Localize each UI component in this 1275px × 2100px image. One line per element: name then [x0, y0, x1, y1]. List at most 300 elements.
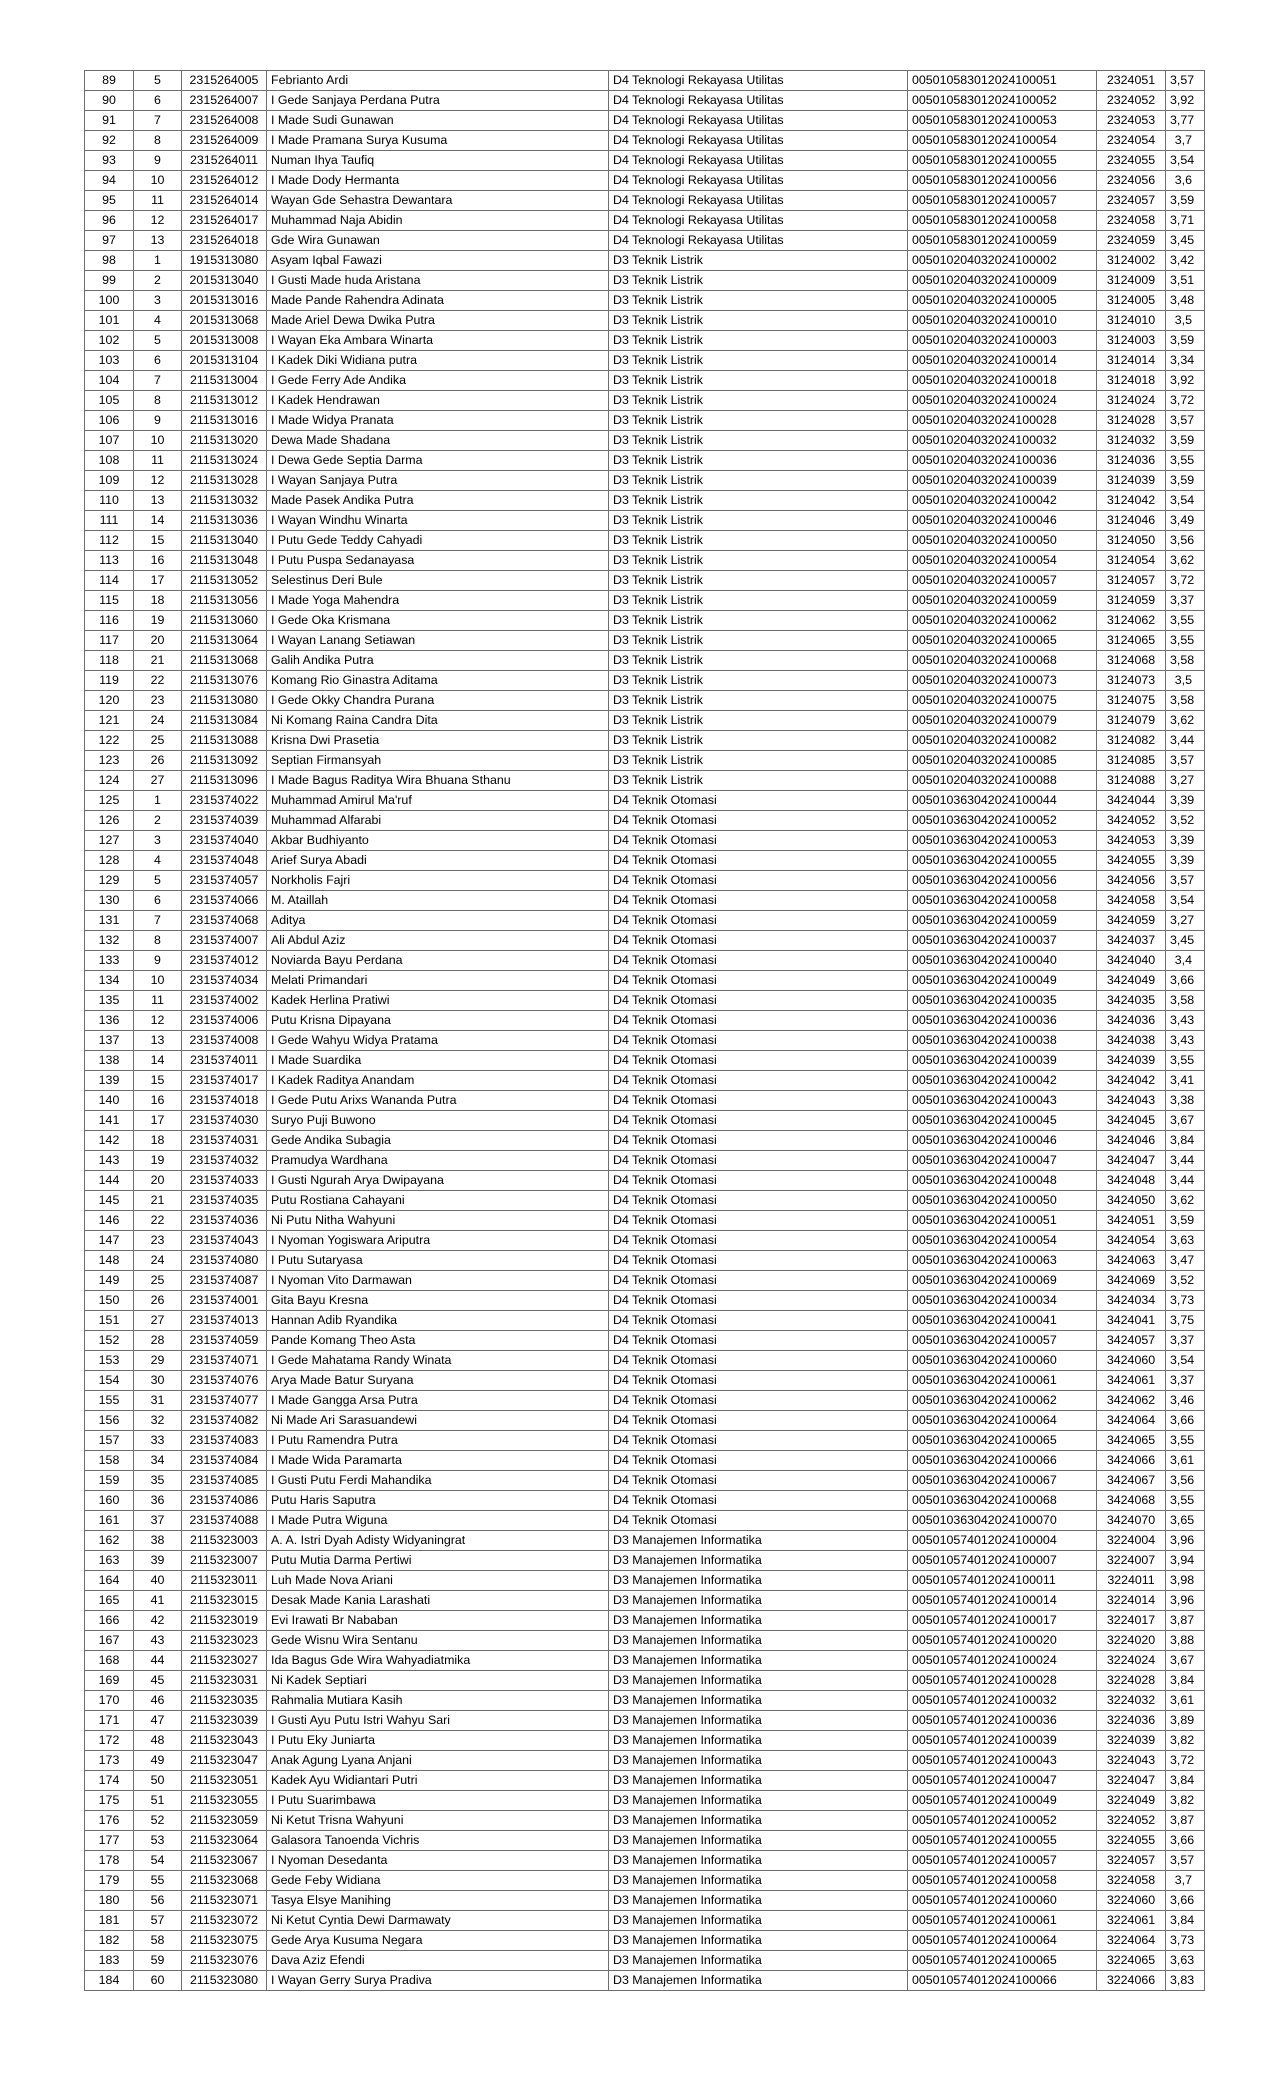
student-id: 2315264017 [182, 211, 267, 231]
program-index: 6 [134, 351, 182, 371]
diploma-number: 005010363042024100052 [908, 811, 1097, 831]
program-index: 14 [134, 1051, 182, 1071]
table-row [85, 1551, 1205, 1571]
study-program: D4 Teknologi Rekayasa Utilitas [609, 71, 908, 91]
row-number: 99 [85, 271, 134, 291]
student-id: 2315374077 [182, 1391, 267, 1411]
row-number: 113 [85, 551, 134, 571]
student-id: 2115313068 [182, 651, 267, 671]
student-name: Suryo Puji Buwono [267, 1111, 609, 1131]
gpa: 3,55 [1166, 1051, 1205, 1071]
row-number: 172 [85, 1731, 134, 1751]
study-program: D3 Manajemen Informatika [609, 1851, 908, 1871]
student-name: I Wayan Sanjaya Putra [267, 471, 609, 491]
diploma-number: 005010204032024100039 [908, 471, 1097, 491]
table-row [85, 351, 1205, 371]
program-index: 12 [134, 211, 182, 231]
diploma-number: 005010363042024100068 [908, 1491, 1097, 1511]
row-number: 115 [85, 591, 134, 611]
student-id: 2115313076 [182, 671, 267, 691]
study-program: D3 Teknik Listrik [609, 471, 908, 491]
table-row [85, 1411, 1205, 1431]
student-name: Septian Firmansyah [267, 751, 609, 771]
student-id: 1915313080 [182, 251, 267, 271]
student-id: 2115323043 [182, 1731, 267, 1751]
student-name: Ni Kadek Septiari [267, 1671, 609, 1691]
program-index: 3 [134, 291, 182, 311]
program-index: 46 [134, 1691, 182, 1711]
diploma-number: 005010363042024100050 [908, 1191, 1097, 1211]
gpa: 3,54 [1166, 151, 1205, 171]
study-program: D3 Manajemen Informatika [609, 1911, 908, 1931]
table-row [85, 911, 1205, 931]
gpa: 3,58 [1166, 691, 1205, 711]
certificate-code: 3424058 [1097, 891, 1166, 911]
gpa: 3,58 [1166, 651, 1205, 671]
certificate-code: 3124010 [1097, 311, 1166, 331]
student-id: 2115323047 [182, 1751, 267, 1771]
student-name: Ni Putu Nitha Wahyuni [267, 1211, 609, 1231]
program-index: 24 [134, 1251, 182, 1271]
row-number: 103 [85, 351, 134, 371]
program-index: 11 [134, 991, 182, 1011]
row-number: 117 [85, 631, 134, 651]
study-program: D4 Teknik Otomasi [609, 871, 908, 891]
program-index: 37 [134, 1511, 182, 1531]
program-index: 36 [134, 1491, 182, 1511]
diploma-number: 005010363042024100041 [908, 1311, 1097, 1331]
student-name: Pramudya Wardhana [267, 1151, 609, 1171]
gpa: 3,55 [1166, 1491, 1205, 1511]
certificate-code: 3424044 [1097, 791, 1166, 811]
row-number: 176 [85, 1811, 134, 1831]
gpa: 3,87 [1166, 1811, 1205, 1831]
student-name: I Kadek Hendrawan [267, 391, 609, 411]
gpa: 3,45 [1166, 931, 1205, 951]
gpa: 3,84 [1166, 1771, 1205, 1791]
row-number: 160 [85, 1491, 134, 1511]
program-index: 49 [134, 1751, 182, 1771]
study-program: D3 Teknik Listrik [609, 271, 908, 291]
diploma-number: 005010363042024100057 [908, 1331, 1097, 1351]
row-number: 133 [85, 951, 134, 971]
table-row [85, 651, 1205, 671]
certificate-code: 2324053 [1097, 111, 1166, 131]
table-row [85, 1291, 1205, 1311]
row-number: 100 [85, 291, 134, 311]
table-row [85, 1471, 1205, 1491]
student-name: Ni Komang Raina Candra Dita [267, 711, 609, 731]
certificate-code: 3124075 [1097, 691, 1166, 711]
certificate-code: 3124088 [1097, 771, 1166, 791]
student-id: 2315374084 [182, 1451, 267, 1471]
study-program: D4 Teknik Otomasi [609, 1171, 908, 1191]
certificate-code: 3424053 [1097, 831, 1166, 851]
table-row [85, 151, 1205, 171]
row-number: 178 [85, 1851, 134, 1871]
certificate-code: 3224032 [1097, 1691, 1166, 1711]
student-id: 2315374006 [182, 1011, 267, 1031]
gpa: 3,66 [1166, 971, 1205, 991]
student-name: I Made Widya Pranata [267, 411, 609, 431]
table-row [85, 711, 1205, 731]
table-row [85, 1051, 1205, 1071]
student-id: 2315374076 [182, 1371, 267, 1391]
student-name: I Made Sudi Gunawan [267, 111, 609, 131]
student-id: 2115313048 [182, 551, 267, 571]
gpa: 3,62 [1166, 551, 1205, 571]
certificate-code: 3424054 [1097, 1231, 1166, 1251]
diploma-number: 005010583012024100055 [908, 151, 1097, 171]
study-program: D4 Teknik Otomasi [609, 1231, 908, 1251]
diploma-number: 005010204032024100050 [908, 531, 1097, 551]
table-row [85, 1571, 1205, 1591]
row-number: 128 [85, 851, 134, 871]
row-number: 171 [85, 1711, 134, 1731]
diploma-number: 005010204032024100032 [908, 431, 1097, 451]
certificate-code: 2324054 [1097, 131, 1166, 151]
row-number: 175 [85, 1791, 134, 1811]
diploma-number: 005010574012024100047 [908, 1771, 1097, 1791]
student-id: 2315374057 [182, 871, 267, 891]
diploma-number: 005010363042024100064 [908, 1411, 1097, 1431]
diploma-number: 005010363042024100066 [908, 1451, 1097, 1471]
student-name: I Gede Sanjaya Perdana Putra [267, 91, 609, 111]
certificate-code: 3424064 [1097, 1411, 1166, 1431]
table-row [85, 411, 1205, 431]
diploma-number: 005010204032024100003 [908, 331, 1097, 351]
program-index: 8 [134, 131, 182, 151]
table-row [85, 1431, 1205, 1451]
study-program: D3 Manajemen Informatika [609, 1951, 908, 1971]
diploma-number: 005010574012024100052 [908, 1811, 1097, 1831]
gpa: 3,55 [1166, 1431, 1205, 1451]
table-row [85, 691, 1205, 711]
certificate-code: 2324058 [1097, 211, 1166, 231]
certificate-code: 3224065 [1097, 1951, 1166, 1971]
gpa: 3,82 [1166, 1731, 1205, 1751]
program-index: 55 [134, 1871, 182, 1891]
student-name: Asyam Iqbal Fawazi [267, 251, 609, 271]
program-index: 59 [134, 1951, 182, 1971]
student-id: 2115323071 [182, 1891, 267, 1911]
study-program: D4 Teknologi Rekayasa Utilitas [609, 131, 908, 151]
student-name: I Wayan Eka Ambara Winarta [267, 331, 609, 351]
certificate-code: 3224004 [1097, 1531, 1166, 1551]
program-index: 19 [134, 1151, 182, 1171]
certificate-code: 3224049 [1097, 1791, 1166, 1811]
program-index: 40 [134, 1571, 182, 1591]
student-name: Dewa Made Shadana [267, 431, 609, 451]
gpa: 3,72 [1166, 571, 1205, 591]
certificate-code: 3124046 [1097, 511, 1166, 531]
certificate-code: 3424048 [1097, 1171, 1166, 1191]
row-number: 147 [85, 1231, 134, 1251]
student-name: Wayan Gde Sehastra Dewantara [267, 191, 609, 211]
certificate-code: 2324051 [1097, 71, 1166, 91]
table-row [85, 1171, 1205, 1191]
program-index: 18 [134, 591, 182, 611]
certificate-code: 3124018 [1097, 371, 1166, 391]
program-index: 26 [134, 751, 182, 771]
student-id: 2115313084 [182, 711, 267, 731]
program-index: 14 [134, 511, 182, 531]
table-row [85, 311, 1205, 331]
diploma-number: 005010574012024100020 [908, 1631, 1097, 1651]
student-name: Aditya [267, 911, 609, 931]
table-row [85, 1891, 1205, 1911]
row-number: 140 [85, 1091, 134, 1111]
program-index: 27 [134, 771, 182, 791]
study-program: D3 Manajemen Informatika [609, 1531, 908, 1551]
row-number: 112 [85, 531, 134, 551]
student-id: 2315374043 [182, 1231, 267, 1251]
student-name: Desak Made Kania Larashati [267, 1591, 609, 1611]
student-name: Ni Ketut Trisna Wahyuni [267, 1811, 609, 1831]
certificate-code: 3424070 [1097, 1511, 1166, 1531]
gpa: 3,63 [1166, 1231, 1205, 1251]
certificate-code: 3224066 [1097, 1971, 1166, 1991]
gpa: 3,61 [1166, 1691, 1205, 1711]
program-index: 22 [134, 1211, 182, 1231]
program-index: 5 [134, 331, 182, 351]
diploma-number: 005010363042024100044 [908, 791, 1097, 811]
certificate-code: 3124032 [1097, 431, 1166, 451]
study-program: D4 Teknik Otomasi [609, 1291, 908, 1311]
diploma-number: 005010583012024100052 [908, 91, 1097, 111]
study-program: D4 Teknik Otomasi [609, 831, 908, 851]
row-number: 137 [85, 1031, 134, 1051]
diploma-number: 005010204032024100046 [908, 511, 1097, 531]
table-row [85, 991, 1205, 1011]
certificate-code: 3424060 [1097, 1351, 1166, 1371]
gpa: 3,42 [1166, 251, 1205, 271]
row-number: 121 [85, 711, 134, 731]
program-index: 32 [134, 1411, 182, 1431]
diploma-number: 005010363042024100056 [908, 871, 1097, 891]
certificate-code: 3424043 [1097, 1091, 1166, 1111]
row-number: 102 [85, 331, 134, 351]
table-row [85, 331, 1205, 351]
gpa: 3,48 [1166, 291, 1205, 311]
certificate-code: 2324057 [1097, 191, 1166, 211]
row-number: 144 [85, 1171, 134, 1191]
student-id: 2315374086 [182, 1491, 267, 1511]
student-id: 2315374013 [182, 1311, 267, 1331]
certificate-code: 3224047 [1097, 1771, 1166, 1791]
student-name: I Made Putra Wiguna [267, 1511, 609, 1531]
diploma-number: 005010363042024100039 [908, 1051, 1097, 1071]
row-number: 122 [85, 731, 134, 751]
row-number: 127 [85, 831, 134, 851]
program-index: 13 [134, 231, 182, 251]
program-index: 5 [134, 871, 182, 891]
student-name: Gita Bayu Kresna [267, 1291, 609, 1311]
diploma-number: 005010363042024100036 [908, 1011, 1097, 1031]
gpa: 3,92 [1166, 91, 1205, 111]
program-index: 8 [134, 931, 182, 951]
study-program: D4 Teknik Otomasi [609, 1351, 908, 1371]
student-name: Anak Agung Lyana Anjani [267, 1751, 609, 1771]
certificate-code: 3224028 [1097, 1671, 1166, 1691]
row-number: 170 [85, 1691, 134, 1711]
program-index: 27 [134, 1311, 182, 1331]
student-name: Pande Komang Theo Asta [267, 1331, 609, 1351]
certificate-code: 3424042 [1097, 1071, 1166, 1091]
study-program: D3 Teknik Listrik [609, 311, 908, 331]
program-index: 16 [134, 551, 182, 571]
table-row [85, 931, 1205, 951]
student-id: 2115323031 [182, 1671, 267, 1691]
row-number: 129 [85, 871, 134, 891]
certificate-code: 3124082 [1097, 731, 1166, 751]
row-number: 149 [85, 1271, 134, 1291]
table-row [85, 771, 1205, 791]
student-name: Hannan Adib Ryandika [267, 1311, 609, 1331]
gpa: 3,49 [1166, 511, 1205, 531]
row-number: 96 [85, 211, 134, 231]
diploma-number: 005010363042024100049 [908, 971, 1097, 991]
row-number: 101 [85, 311, 134, 331]
certificate-code: 2324055 [1097, 151, 1166, 171]
program-index: 21 [134, 651, 182, 671]
diploma-number: 005010204032024100054 [908, 551, 1097, 571]
student-id: 2315374012 [182, 951, 267, 971]
table-row [85, 811, 1205, 831]
student-name: I Putu Sutaryasa [267, 1251, 609, 1271]
gpa: 3,57 [1166, 1851, 1205, 1871]
student-name: I Wayan Gerry Surya Pradiva [267, 1971, 609, 1991]
diploma-number: 005010574012024100049 [908, 1791, 1097, 1811]
gpa: 3,54 [1166, 1351, 1205, 1371]
program-index: 9 [134, 951, 182, 971]
study-program: D4 Teknologi Rekayasa Utilitas [609, 151, 908, 171]
diploma-number: 005010574012024100028 [908, 1671, 1097, 1691]
row-number: 139 [85, 1071, 134, 1091]
certificate-code: 3124073 [1097, 671, 1166, 691]
certificate-code: 3424067 [1097, 1471, 1166, 1491]
student-id: 2115323059 [182, 1811, 267, 1831]
program-index: 41 [134, 1591, 182, 1611]
gpa: 3,77 [1166, 111, 1205, 131]
table-row [85, 1031, 1205, 1051]
table-row [85, 471, 1205, 491]
certificate-code: 3124028 [1097, 411, 1166, 431]
study-program: D3 Teknik Listrik [609, 491, 908, 511]
student-id: 2315374036 [182, 1211, 267, 1231]
gpa: 3,65 [1166, 1511, 1205, 1531]
program-index: 47 [134, 1711, 182, 1731]
diploma-number: 005010574012024100060 [908, 1891, 1097, 1911]
row-number: 174 [85, 1771, 134, 1791]
diploma-number: 005010583012024100058 [908, 211, 1097, 231]
table-row [85, 1231, 1205, 1251]
student-id: 2115323064 [182, 1831, 267, 1851]
table-row [85, 751, 1205, 771]
gpa: 3,7 [1166, 131, 1205, 151]
student-id: 2115313024 [182, 451, 267, 471]
table-row [85, 1911, 1205, 1931]
student-id: 2115323039 [182, 1711, 267, 1731]
certificate-code: 3224043 [1097, 1751, 1166, 1771]
certificate-code: 3124059 [1097, 591, 1166, 611]
row-number: 97 [85, 231, 134, 251]
gpa: 3,92 [1166, 371, 1205, 391]
study-program: D3 Manajemen Informatika [609, 1871, 908, 1891]
student-name: Made Pasek Andika Putra [267, 491, 609, 511]
student-id: 2115313064 [182, 631, 267, 651]
student-id: 2315264005 [182, 71, 267, 91]
student-id: 2315374080 [182, 1251, 267, 1271]
program-index: 6 [134, 91, 182, 111]
table-row [85, 951, 1205, 971]
gpa: 3,27 [1166, 771, 1205, 791]
row-number: 98 [85, 251, 134, 271]
program-index: 29 [134, 1351, 182, 1371]
row-number: 168 [85, 1651, 134, 1671]
table-row [85, 71, 1205, 91]
row-number: 90 [85, 91, 134, 111]
program-index: 10 [134, 431, 182, 451]
program-index: 7 [134, 111, 182, 131]
student-id: 2115323075 [182, 1931, 267, 1951]
diploma-number: 005010204032024100005 [908, 291, 1097, 311]
program-index: 19 [134, 611, 182, 631]
row-number: 166 [85, 1611, 134, 1631]
study-program: D4 Teknik Otomasi [609, 931, 908, 951]
row-number: 135 [85, 991, 134, 1011]
student-id: 2115323023 [182, 1631, 267, 1651]
gpa: 3,96 [1166, 1531, 1205, 1551]
gpa: 3,54 [1166, 491, 1205, 511]
study-program: D3 Teknik Listrik [609, 351, 908, 371]
program-index: 56 [134, 1891, 182, 1911]
study-program: D3 Manajemen Informatika [609, 1751, 908, 1771]
study-program: D4 Teknik Otomasi [609, 1491, 908, 1511]
student-id: 2115323067 [182, 1851, 267, 1871]
row-number: 179 [85, 1871, 134, 1891]
program-index: 25 [134, 1271, 182, 1291]
gpa: 3,83 [1166, 1971, 1205, 1991]
table-row [85, 1371, 1205, 1391]
diploma-number: 005010204032024100059 [908, 591, 1097, 611]
certificate-code: 3124014 [1097, 351, 1166, 371]
student-name: I Putu Suarimbawa [267, 1791, 609, 1811]
program-index: 16 [134, 1091, 182, 1111]
student-name: Tasya Elsye Manihing [267, 1891, 609, 1911]
study-program: D4 Teknik Otomasi [609, 1471, 908, 1491]
table-row [85, 1271, 1205, 1291]
study-program: D4 Teknik Otomasi [609, 971, 908, 991]
study-program: D4 Teknik Otomasi [609, 1451, 908, 1471]
row-number: 118 [85, 651, 134, 671]
certificate-code: 3124039 [1097, 471, 1166, 491]
study-program: D3 Teknik Listrik [609, 451, 908, 471]
study-program: D4 Teknologi Rekayasa Utilitas [609, 231, 908, 251]
certificate-code: 2324059 [1097, 231, 1166, 251]
diploma-number: 005010363042024100061 [908, 1371, 1097, 1391]
certificate-code: 3124068 [1097, 651, 1166, 671]
gpa: 3,73 [1166, 1931, 1205, 1951]
program-index: 9 [134, 151, 182, 171]
row-number: 107 [85, 431, 134, 451]
certificate-code: 3424040 [1097, 951, 1166, 971]
student-id: 2115323051 [182, 1771, 267, 1791]
student-name: Putu Mutia Darma Pertiwi [267, 1551, 609, 1571]
certificate-code: 3224055 [1097, 1831, 1166, 1851]
study-program: D3 Manajemen Informatika [609, 1971, 908, 1991]
student-name: I Gusti Putu Ferdi Mahandika [267, 1471, 609, 1491]
